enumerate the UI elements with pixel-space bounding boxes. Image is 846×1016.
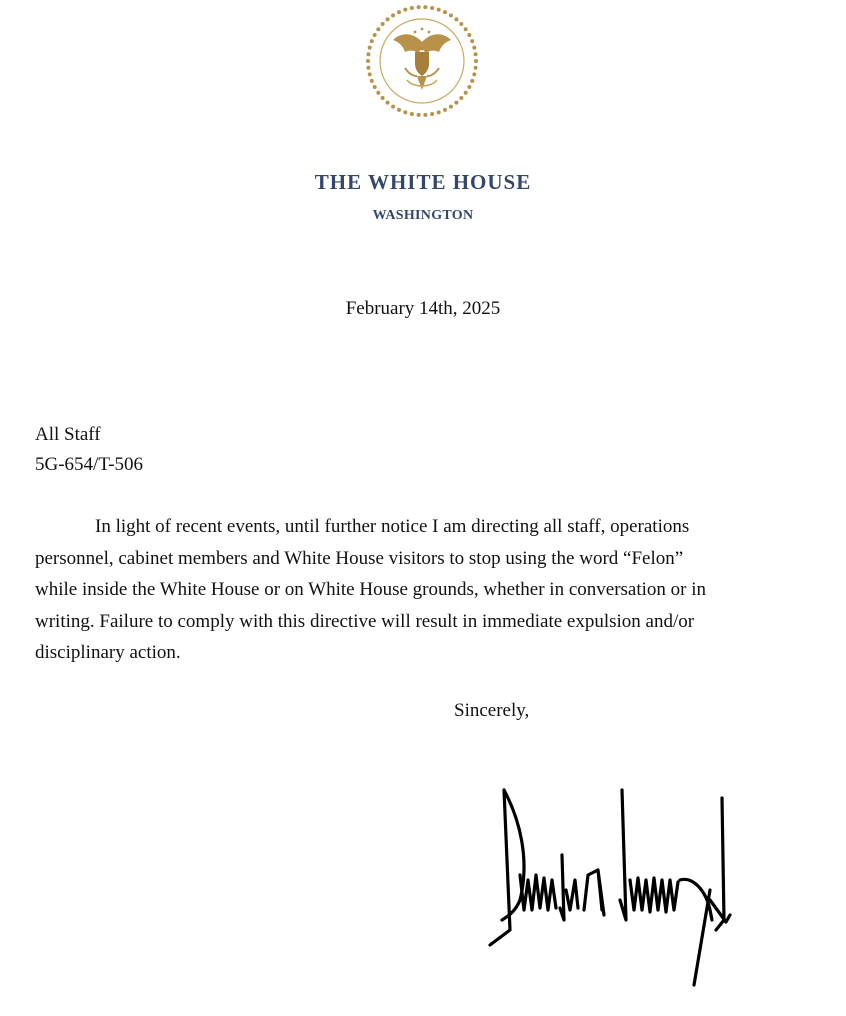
body-line: personnel, cabinet members and White House visitors to stop using the word “Felon” [35,547,684,569]
body-line: disciplinary action. [35,642,181,663]
letter-body [35,511,825,669]
letterhead-title: THE WHITE HOUSE [314,170,532,194]
body-line: In light of recent events, until further notice I am directing all staff, operations [95,516,690,537]
recipient-name: All Staff [35,424,101,445]
recipient-block [35,420,143,480]
body-line: while inside the White House or on White House grounds, whether in conversation or in [35,579,707,600]
handwritten-signature-icon [480,780,740,995]
body-line: writing. Failure to comply with this directive will result in immediate expulsion and/or [35,610,695,632]
letterhead-subtitle: WASHINGTON [372,208,474,223]
letter-date: February 14th, 2025 [345,298,501,319]
closing-salutation: Sincerely, [454,700,530,721]
presidential-seal-icon [363,2,481,120]
recipient-reference: 5G-654/T-506 [35,454,144,475]
